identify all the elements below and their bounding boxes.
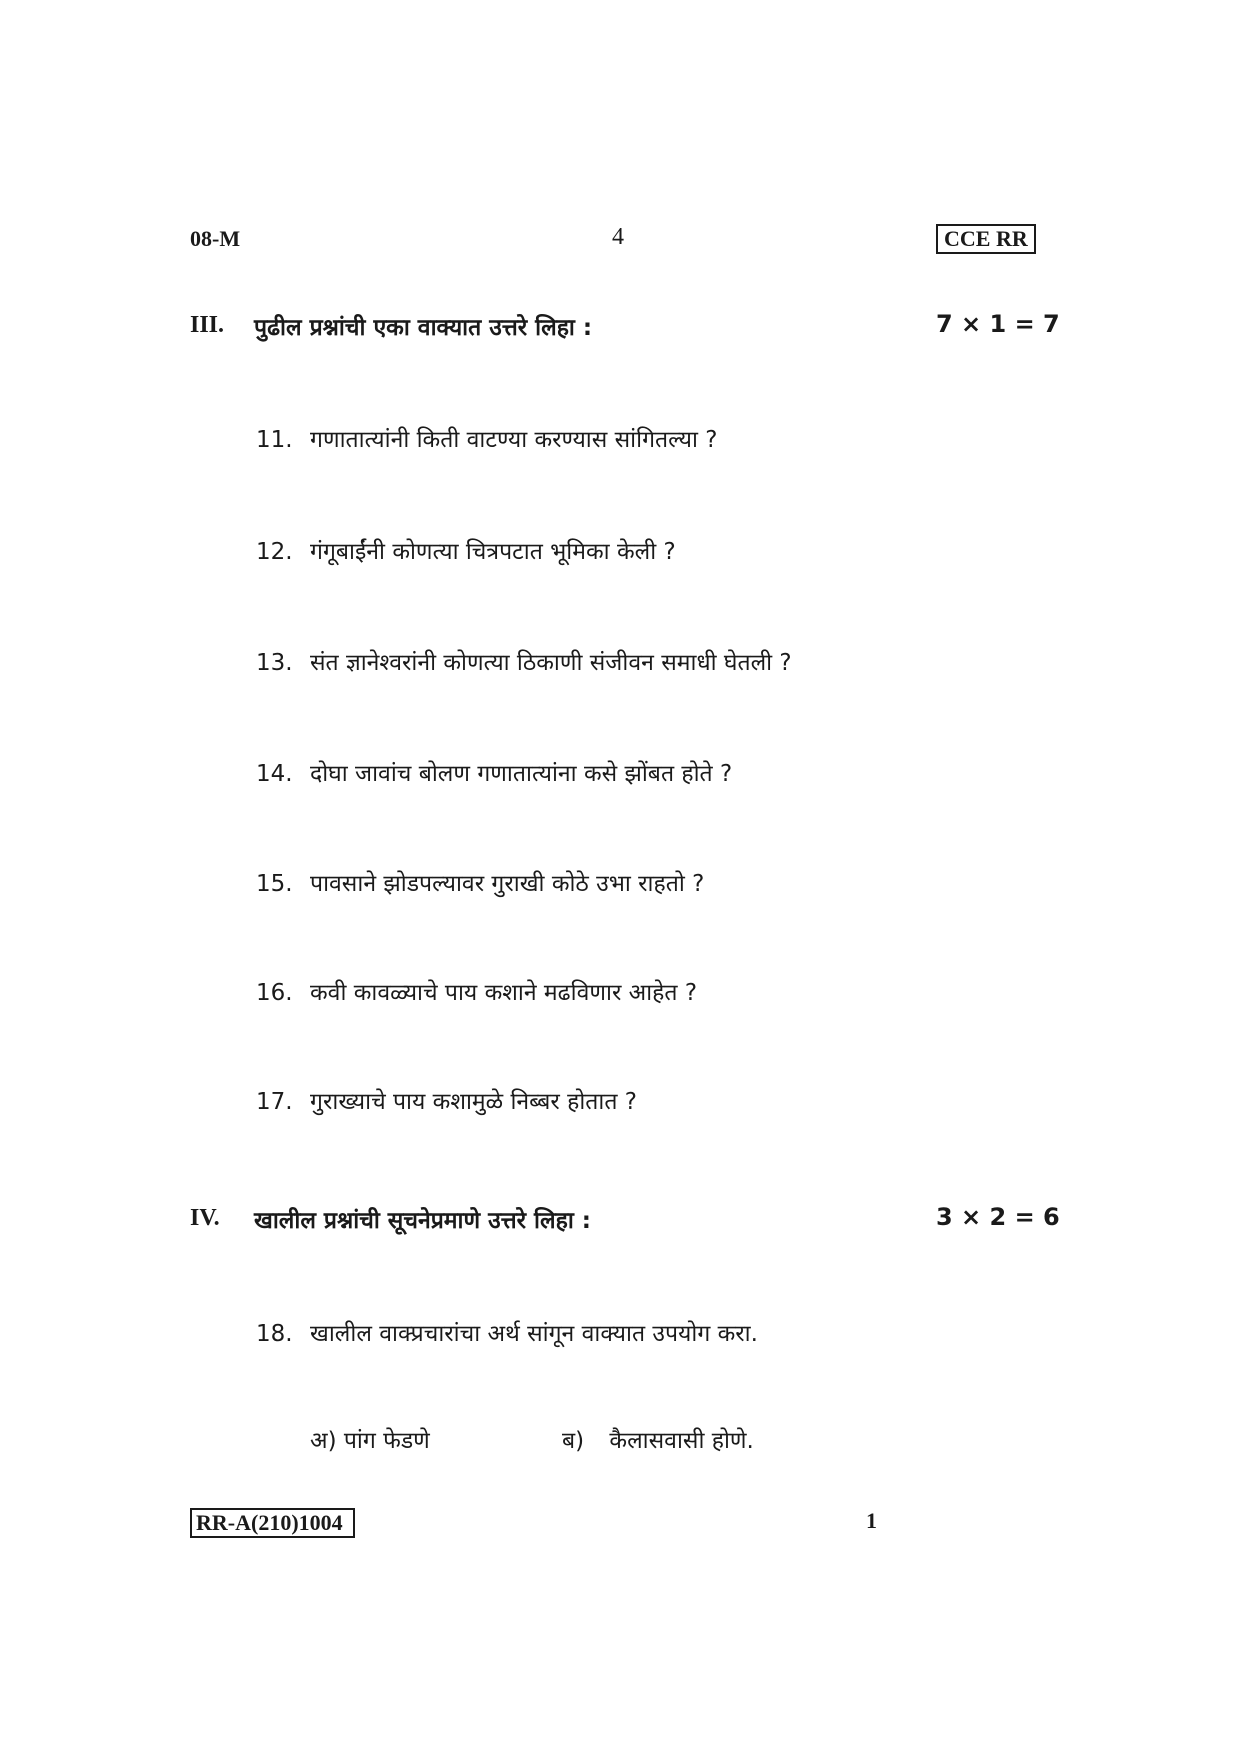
question-item bbox=[256, 866, 704, 898]
question-number: 16. bbox=[256, 980, 293, 1006]
option-label: अ) bbox=[310, 1428, 337, 1454]
question-text: संत ज्ञानेश्वरांनी कोणत्या ठिकाणी संजीवन समाधी घेतली ? bbox=[310, 650, 792, 676]
question-item bbox=[256, 1316, 758, 1348]
section-title: खालील प्रश्नांची सूचनेप्रमाणे उत्तरे लिहा : bbox=[254, 1208, 591, 1234]
section-number: III. bbox=[190, 312, 225, 338]
series-badge: CCE RR bbox=[936, 224, 1036, 254]
section-marks: 7 × 1 = 7 bbox=[936, 310, 1060, 338]
option-label: ब) bbox=[562, 1428, 585, 1454]
question-number: 11. bbox=[256, 427, 293, 453]
question-text: दोघा जावांच बोलण गणातात्यांना कसे झोंबत होते ? bbox=[310, 761, 733, 787]
question-text: गणातात्यांनी किती वाटण्या करण्यास सांगितल्या ? bbox=[310, 427, 718, 453]
question-item bbox=[256, 756, 732, 788]
page-number: 4 bbox=[612, 224, 624, 250]
question-number: 13. bbox=[256, 650, 293, 676]
question-item bbox=[256, 645, 792, 677]
paper-code: 08-M bbox=[190, 226, 241, 251]
section-number: IV. bbox=[190, 1205, 220, 1231]
option-text: कैलासवासी होणे. bbox=[609, 1428, 754, 1454]
question-text: गंगूबाईंनी कोणत्या चित्रपटात भूमिका केली ? bbox=[310, 539, 676, 565]
option-text: पांग फेडणे bbox=[343, 1428, 430, 1454]
section-marks: 3 × 2 = 6 bbox=[936, 1203, 1060, 1231]
question-item bbox=[256, 1084, 637, 1116]
question-text: खालील वाक्प्रचारांचा अर्थ सांगून वाक्यात उपयोग करा. bbox=[310, 1321, 758, 1347]
option-a bbox=[310, 1423, 430, 1455]
question-text: गुराख्याचे पाय कशामुळे निब्बर होतात ? bbox=[310, 1089, 637, 1115]
option-b bbox=[562, 1423, 754, 1455]
question-number: 18. bbox=[256, 1321, 293, 1347]
question-text: कवी कावळ्याचे पाय कशाने मढविणार आहेत ? bbox=[310, 980, 698, 1006]
question-text: पावसाने झोडपल्यावर गुराखी कोठे उभा राहतो ? bbox=[310, 871, 705, 897]
question-number: 17. bbox=[256, 1089, 293, 1115]
section-title: पुढील प्रश्नांची एका वाक्यात उत्तरे लिहा : bbox=[254, 315, 593, 341]
question-number: 12. bbox=[256, 539, 293, 565]
question-number: 14. bbox=[256, 761, 293, 787]
footer-number: 1 bbox=[866, 1508, 877, 1533]
question-item bbox=[256, 422, 717, 454]
question-item bbox=[256, 975, 697, 1007]
question-item bbox=[256, 534, 676, 566]
question-number: 15. bbox=[256, 871, 293, 897]
footer-code: RR-A(210)1004 bbox=[190, 1508, 355, 1538]
